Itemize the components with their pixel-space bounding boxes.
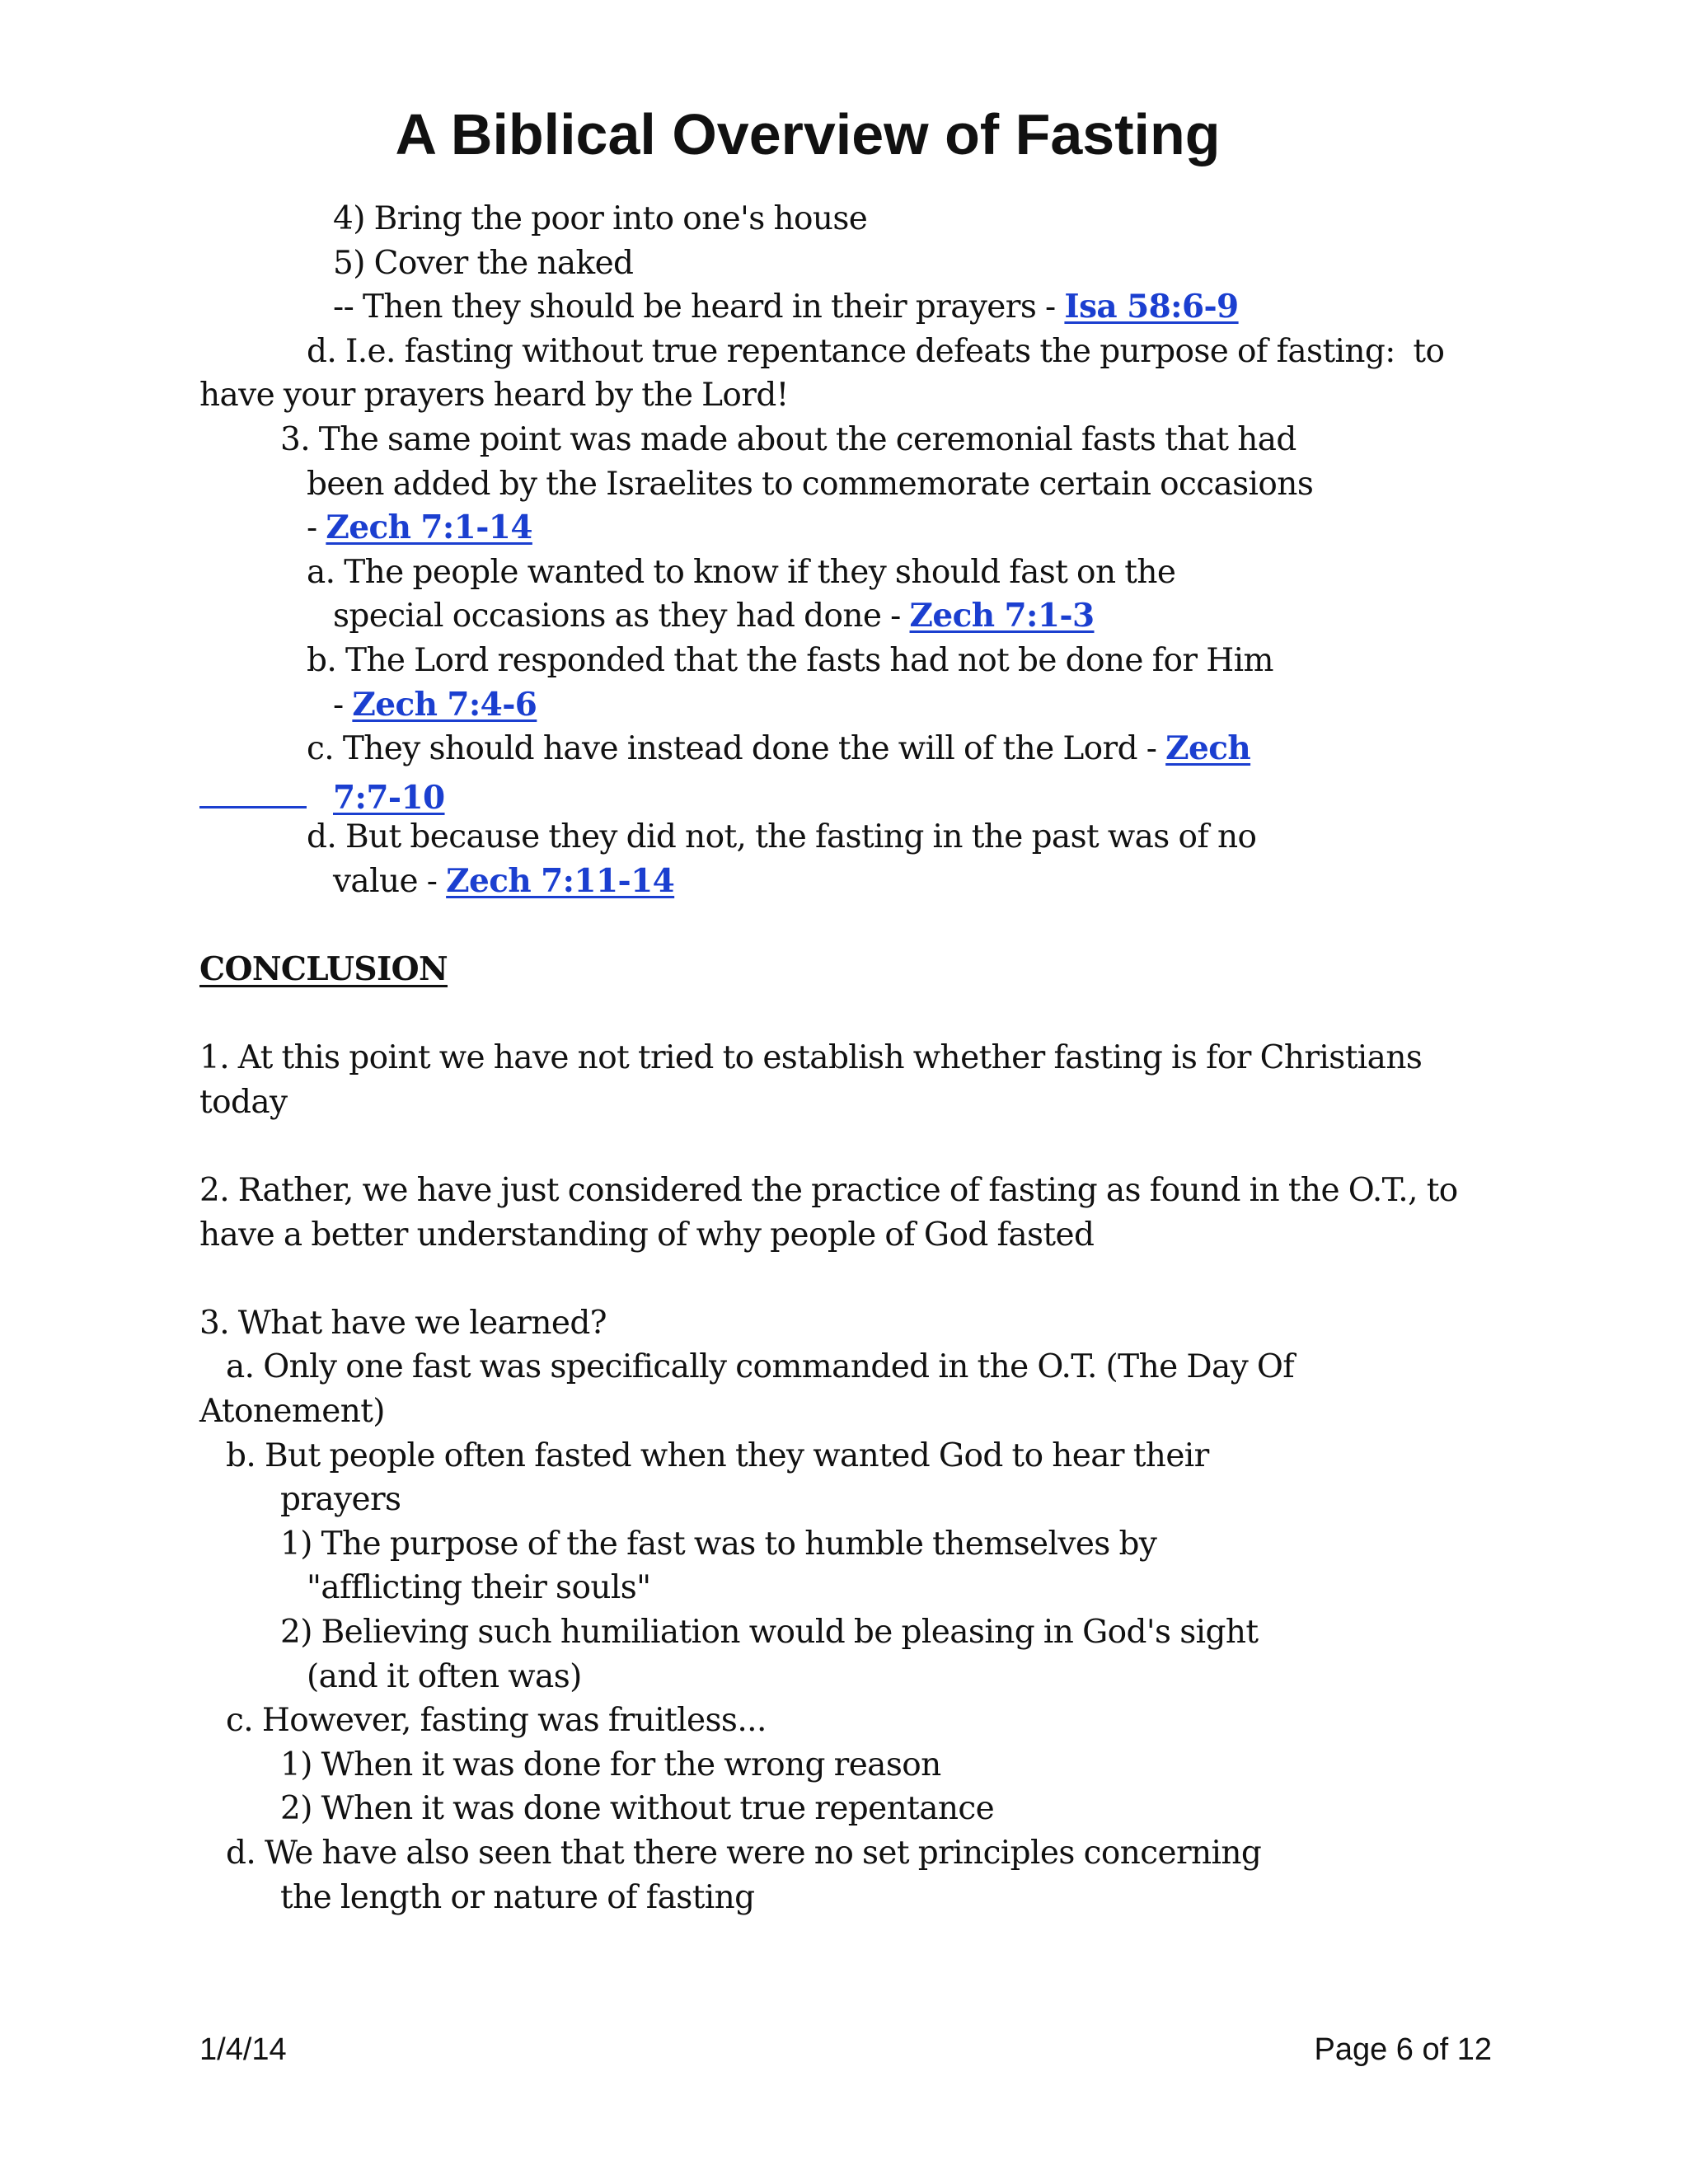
blank-line	[199, 1124, 1485, 1169]
text-line: (and it often was)	[307, 1657, 582, 1695]
text-segment: value -	[333, 862, 447, 900]
text-line	[199, 683, 1485, 728]
text-line: Atonement)	[199, 1393, 385, 1431]
text-line	[199, 771, 1485, 816]
conclusion-heading: CONCLUSION	[199, 950, 448, 989]
text-segment: c. They should have instead done the will of the Lord -	[307, 730, 1166, 768]
text-line	[199, 285, 1485, 330]
page-title: A Biblical Overview of Fasting	[395, 102, 1221, 166]
text-segment: -	[333, 686, 353, 724]
footer-date: 1/4/14	[199, 2032, 287, 2067]
text-line: d. I.e. fasting without true repentance defeats the purpose of fasting: to	[307, 332, 1445, 370]
scripture-link-zech-7-4-6[interactable]: Zech 7:4-6	[352, 685, 537, 724]
text-line	[199, 860, 1485, 904]
text-line: 1) When it was done for the wrong reason	[280, 1746, 941, 1783]
blank-line	[199, 904, 1485, 949]
text-line: 3. The same point was made about the ceremonial fasts that had	[280, 420, 1296, 458]
text-segment: special occasions as they had done -	[333, 598, 910, 635]
document-body	[199, 197, 1485, 1919]
text-line: 2. Rather, we have just considered the practice of fasting as found in the O.T., to	[199, 1172, 1458, 1210]
scripture-link-zech-7-1-14[interactable]: Zech 7:1-14	[326, 509, 532, 547]
footer-page-number: Page 6 of 12	[1314, 2032, 1492, 2067]
text-segment: -- Then they should be heard in their prayers -	[333, 288, 1065, 326]
scripture-link-zech-7-1-3[interactable]: Zech 7:1-3	[909, 597, 1095, 635]
text-line: b. The Lord responded that the fasts had not be done for Him	[307, 641, 1273, 679]
text-line: d. But because they did not, the fasting in the past was of no	[307, 818, 1257, 856]
text-line	[199, 594, 1485, 639]
text-line: prayers	[280, 1481, 401, 1519]
text-line: the length or nature of fasting	[280, 1878, 755, 1916]
scripture-link-zech-7-7-10[interactable]: Zech	[1165, 729, 1251, 768]
text-line	[199, 506, 1485, 551]
text-line: have a better understanding of why people of God fasted	[199, 1216, 1095, 1254]
text-line: today	[199, 1083, 288, 1121]
text-line: 3. What have we learned?	[199, 1304, 607, 1342]
text-line	[199, 727, 1485, 771]
scripture-link-zech-7-7-10-cont[interactable]: 7:7-10	[333, 778, 445, 817]
link-underline-lead	[199, 771, 307, 808]
text-line: 2) Believing such humiliation would be pleasing in God's sight	[280, 1614, 1259, 1651]
blank-line	[199, 1257, 1485, 1301]
text-line: 5) Cover the naked	[333, 244, 634, 282]
text-line: have your prayers heard by the Lord!	[199, 377, 789, 415]
text-segment: -	[307, 509, 326, 547]
text-line: d. We have also seen that there were no set principles concerning	[226, 1834, 1262, 1872]
text-line: b. But people often fasted when they wanted God to hear their	[226, 1436, 1209, 1474]
text-line: 1) The purpose of the fast was to humble themselves by	[280, 1525, 1157, 1563]
text-line: a. Only one fast was specifically commanded in the O.T. (The Day Of	[226, 1348, 1295, 1386]
text-line: "afflicting their souls"	[307, 1569, 651, 1607]
text-line: 1. At this point we have not tried to establish whether fasting is for Christians	[199, 1039, 1423, 1077]
text-line: 4) Bring the poor into one's house	[333, 200, 868, 237]
text-line: c. However, fasting was fruitless...	[226, 1702, 767, 1740]
scripture-link-zech-7-11-14[interactable]: Zech 7:11-14	[446, 861, 675, 900]
text-line: a. The people wanted to know if they should fast on the	[307, 553, 1176, 591]
blank-line	[199, 992, 1485, 1037]
text-line: 2) When it was done without true repentance	[280, 1790, 995, 1828]
scripture-link-isa-58-6-9[interactable]: Isa 58:6-9	[1064, 288, 1239, 326]
text-line: been added by the Israelites to commemorate certain occasions	[307, 465, 1314, 503]
